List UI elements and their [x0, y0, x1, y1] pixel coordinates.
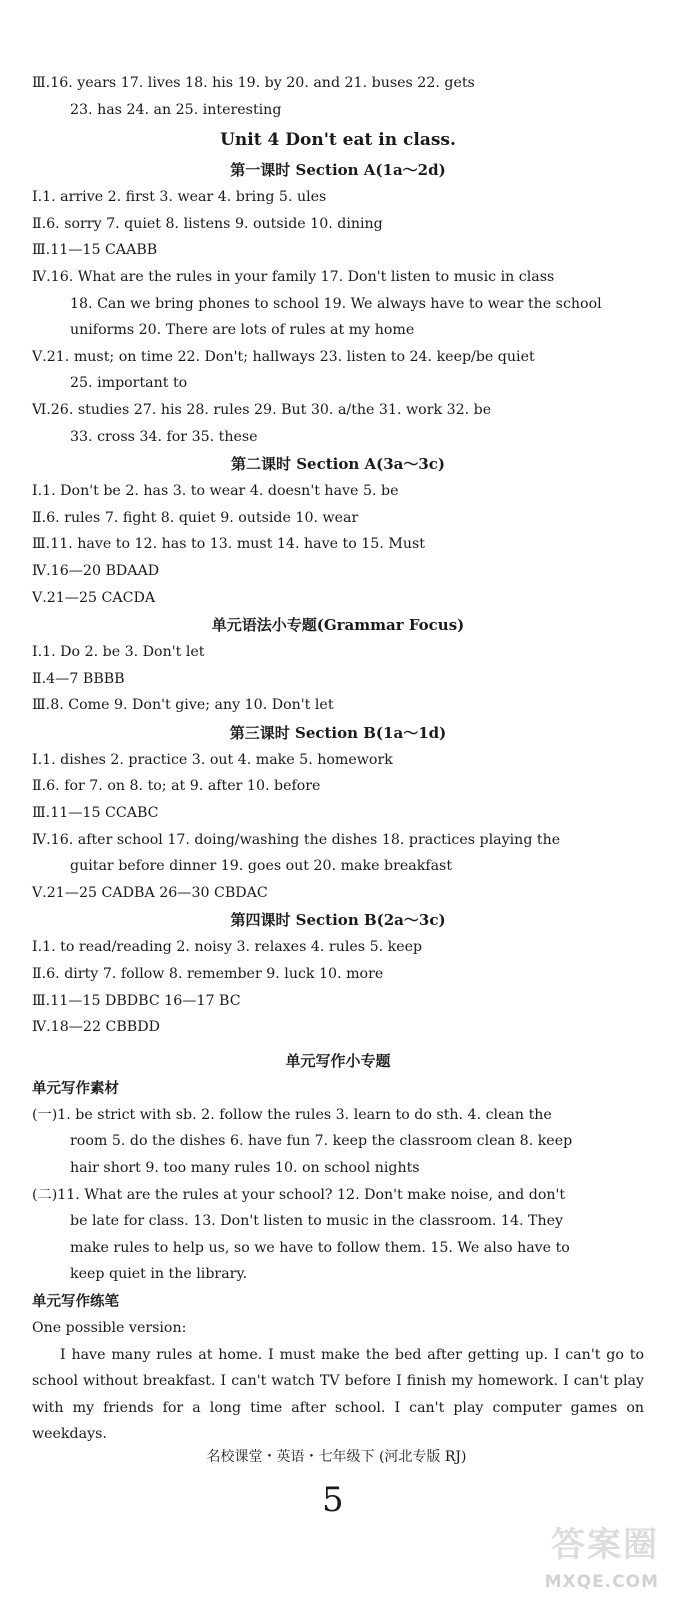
answer-line: keep quiet in the library.	[70, 1266, 248, 1283]
answer-line: Ⅱ.6. sorry 7. quiet 8. listens 9. outside 10. dining	[32, 215, 383, 232]
sample-essay	[32, 1342, 644, 1448]
answer-line: Ⅴ.21—25 CADBA 26—30 CBDAC	[32, 884, 268, 901]
answer-line: Ⅰ.1. arrive 2. first 3. wear 4. bring 5. ules	[32, 189, 327, 206]
answer-line: Ⅱ.4—7 BBBB	[32, 670, 125, 687]
answer-content	[32, 70, 644, 1448]
answer-line: 18. Can we bring phones to school 19. We always have to wear the school	[70, 295, 602, 312]
subsection-heading: 单元写作素材	[32, 1079, 119, 1097]
answer-line: Ⅱ.6. dirty 7. follow 8. remember 9. luck 10. more	[32, 966, 384, 983]
answer-line: 25. important to	[70, 375, 188, 392]
answer-line: Ⅰ.1. Don't be 2. has 3. to wear 4. doesn't have 5. be	[32, 483, 399, 500]
answer-line: Ⅱ.6. for 7. on 8. to; at 9. after 10. before	[32, 778, 321, 795]
answer-line: Ⅰ.1. to read/reading 2. noisy 3. relaxes 4. rules 5. keep	[32, 939, 423, 956]
answer-line: Ⅲ.8. Come 9. Don't give; any 10. Don't let	[32, 697, 334, 714]
section-heading: 第三课时 Section B(1a～1d)	[229, 723, 447, 742]
answer-line: Ⅴ.21—25 CACDA	[32, 589, 156, 606]
answer-line: Ⅳ.16. What are the rules in your family 17. Don't listen to music in class	[32, 268, 555, 285]
answer-line: Ⅳ.16. after school 17. doing/washing the dishes 18. practices playing the	[32, 831, 561, 848]
version-label: One possible version:	[32, 1319, 187, 1336]
answer-line: Ⅲ.11—15 DBDBC 16—17 BC	[32, 992, 241, 1009]
watermark-logo: 答案圈	[551, 1525, 659, 1565]
answer-line: uniforms 20. There are lots of rules at my home	[70, 322, 415, 339]
section-heading: 单元语法小专题(Grammar Focus)	[211, 616, 465, 635]
answer-line: Ⅴ.21. must; on time 22. Don't; hallways 23. listen to 24. keep/be quiet	[32, 348, 535, 365]
answer-line: Ⅵ.26. studies 27. his 28. rules 29. But 30. a/the 31. work 32. be	[32, 401, 492, 418]
answer-line: Ⅲ.11—15 CAABB	[32, 242, 158, 259]
answer-line: guitar before dinner 19. goes out 20. make breakfast	[70, 858, 453, 875]
answer-line: Ⅳ.16—20 BDAAD	[32, 562, 160, 579]
section-heading: 第二课时 Section A(3a～3c)	[230, 455, 446, 474]
answer-line: Ⅱ.6. rules 7. fight 8. quiet 9. outside 10. wear	[32, 509, 359, 526]
answer-line: room 5. do the dishes 6. have fun 7. keep the classroom clean 8. keep	[70, 1133, 573, 1150]
subsection-heading: 单元写作练笔	[32, 1292, 119, 1310]
answer-line: (二)11. What are the rules at your school? 12. Don't make noise, and don't	[32, 1186, 566, 1203]
watermark-site: MXQE.COM	[544, 1572, 659, 1592]
answer-line: 23. has 24. an 25. interesting	[70, 101, 282, 118]
section-heading: 第一课时 Section A(1a～2d)	[230, 161, 446, 180]
page-footer: 名校课堂・英语・七年级下 (河北专版 RJ)	[206, 1449, 467, 1465]
answer-line: Ⅳ.18—22 CBBDD	[32, 1019, 160, 1036]
essay-text: I have many rules at home. I must make the bed after getting up. I can't go to school without breakfast. I can't watch TV before I finish my homework. I can't play with my friends for a long time after school. I can't play computer games on weekdays.	[32, 1346, 644, 1443]
section-heading: 第四课时 Section B(2a～3c)	[230, 911, 446, 930]
unit-title: Unit 4 Don't eat in class.	[220, 130, 456, 151]
section-heading: 单元写作小专题	[285, 1051, 391, 1070]
page-number: 5	[322, 1480, 344, 1520]
answer-line: make rules to help us, so we have to follow them. 15. We also have to	[70, 1239, 570, 1256]
answer-line: be late for class. 13. Don't listen to music in the classroom. 14. They	[70, 1213, 564, 1230]
answer-line: Ⅲ.11. have to 12. has to 13. must 14. have to 15. Must	[32, 536, 425, 553]
answer-line: Ⅲ.16. years 17. lives 18. his 19. by 20. and 21. buses 22. gets	[32, 75, 475, 91]
answer-line: Ⅰ.1. Do 2. be 3. Don't let	[32, 644, 205, 661]
answer-line: Ⅲ.11—15 CCABC	[32, 805, 159, 822]
answer-line: 33. cross 34. for 35. these	[70, 428, 258, 445]
answer-line: hair short 9. too many rules 10. on school nights	[70, 1160, 420, 1176]
answer-line: (一)1. be strict with sb. 2. follow the rules 3. learn to do sth. 4. clean the	[32, 1106, 552, 1123]
answer-line: Ⅰ.1. dishes 2. practice 3. out 4. make 5. homework	[32, 751, 393, 768]
